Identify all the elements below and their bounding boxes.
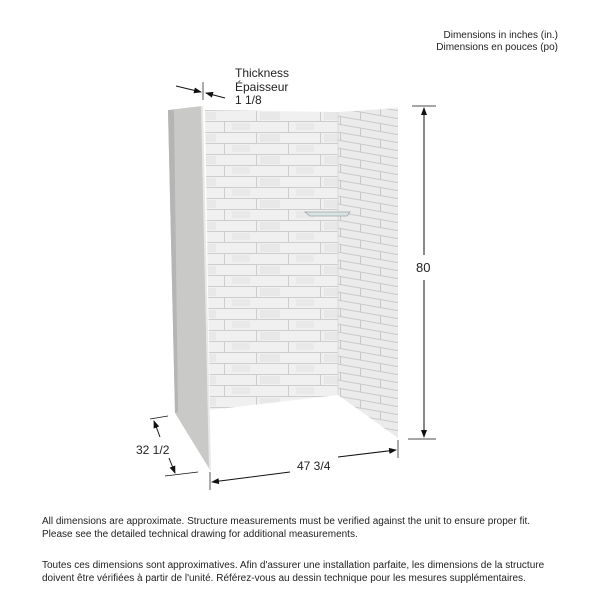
height-dimension bbox=[408, 106, 436, 439]
corner-shelf bbox=[305, 212, 350, 216]
units-fr: Dimensions en pouces (po) bbox=[436, 42, 558, 53]
note-line: doivent être vérifiées à partir de l'unité. Référez-vous au dessin technique pour les mesures supplémentaires. bbox=[42, 572, 526, 584]
notes-french bbox=[42, 560, 582, 585]
note-line: All dimensions are approximate. Structure measurements must be verified against the unit to ensure proper fit. bbox=[42, 516, 531, 527]
thickness-label-en: Thickness bbox=[235, 66, 290, 80]
back-wall-panel bbox=[205, 110, 338, 410]
right-wall-panel bbox=[338, 108, 398, 438]
thickness-value: 1 1/8 bbox=[235, 93, 262, 107]
width-dimension bbox=[210, 440, 398, 490]
thickness-dimension bbox=[176, 66, 289, 107]
thickness-label-fr: Épaisseur bbox=[235, 80, 289, 94]
depth-value: 32 1/2 bbox=[136, 443, 170, 457]
notes-english bbox=[42, 516, 582, 541]
units-en: Dimensions in inches (in.) bbox=[443, 30, 558, 41]
width-value: 47 3/4 bbox=[297, 459, 331, 473]
note-line: Please see the detailed technical drawing for additional measurements. bbox=[42, 528, 358, 540]
height-value: 80 bbox=[416, 260, 431, 275]
note-line: Toutes ces dimensions sont approximatives. Afin d'assurer une installation parfaite, les dimensions de la structure bbox=[42, 560, 545, 571]
